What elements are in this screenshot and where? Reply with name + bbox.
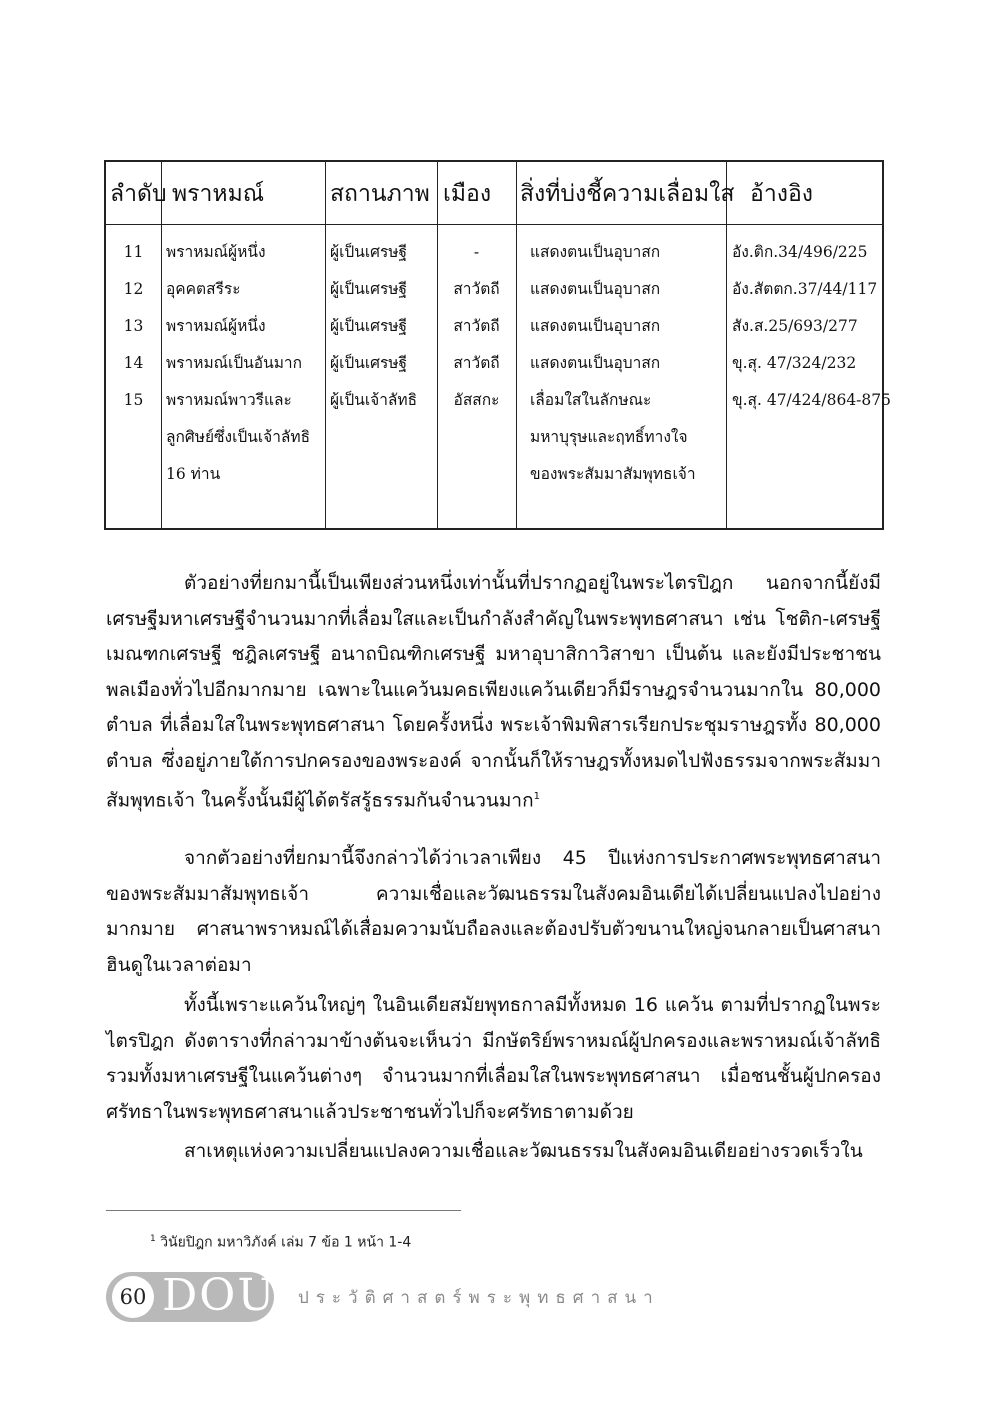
brahmin-name: พราหมณ์ผู้หนึ่ง (166, 243, 266, 261)
row-number: 14 (123, 354, 144, 372)
reference-cell: ขุ.สุ. 47/424/864-875 (732, 391, 891, 409)
city-cell: อัสสกะ (453, 391, 500, 409)
sign-cell: แสดงตนเป็นอุบาสก (530, 354, 661, 372)
header-brahmin: พราหมณ์ (172, 181, 265, 207)
city-cell: - (473, 243, 480, 261)
book-title: ประวัติศาสตร์พระพุทธศาสนา (298, 1288, 660, 1308)
sign-cell: แสดงตนเป็นอุบาสก (530, 317, 661, 335)
brahmin-name: พราหมณ์ผู้หนึ่ง (166, 317, 266, 335)
city-cell: สาวัตถี (453, 317, 500, 335)
footnote-text: วินัยปิฎก มหาวิภังค์ เล่ม 7 ข้อ 1 หน้า 1-4 (160, 1234, 412, 1251)
footnote-marker: 1 (533, 791, 540, 802)
row-number: 11 (123, 243, 144, 261)
sign-cell: แสดงตนเป็นอุบาสก (530, 243, 661, 261)
sign-cell: แสดงตนเป็นอุบาสก (530, 280, 661, 298)
row-number: 12 (123, 280, 144, 298)
status-cell: ผู้เป็นเศรษฐี (330, 243, 408, 261)
footnote (150, 1230, 411, 1252)
body-paragraph-4: สาเหตุแห่งความเปลี่ยนแปลงความเชื่อและวัฒนธรรมในสังคมอินเดียอย่างรวดเร็วใน (184, 1140, 863, 1162)
status-cell: ผู้เป็นเศรษฐี (330, 280, 408, 298)
dou-logo: DOU (162, 1270, 277, 1321)
brahmin-name: อุคคตสรีระ (166, 280, 241, 298)
row-number: 13 (123, 317, 144, 335)
column-divider (325, 162, 326, 528)
footnote-number: 1 (150, 1234, 156, 1244)
page-number: 60 (112, 1276, 154, 1318)
header-city: เมือง (443, 181, 492, 207)
city-cell: สาวัตถี (453, 354, 500, 372)
header-divider (106, 224, 882, 225)
body-paragraph-1: ตัวอย่างที่ยกมานี้เป็นเพียงส่วนหนึ่งเท่านั้นที่ปรากฏอยู่ในพระไตรปิฎก นอกจากนี้ยังมีเศรษฐีมหาเศรษฐีจำนวนมากที่เลื่อมใสและเป็นกำลังสำคัญในพระพุทธศาสนา เช่น โชติก-เศรษฐี เมณฑกเศรษฐี ชฎิลเศรษฐี อนาถบิณฑิกเศรษฐี มหาอุบาสิกาวิสาขา เป็นต้น และยังมีประชาชนพลเมืองทั่วไปอีกมากมาย เฉพาะในแคว้นมคธเพียงแคว้นเดียวก็มีราษฎรจำนวนมากใน 80,000 ตำบล ที่เลื่อมใสในพระพุทธศาสนา โดยครั้งหนึ่ง พระเจ้าพิมพิสารเรียกประชุมราษฎรทั้ง 80,000 ตำบล ซึ่งอยู่ภายใต้การปกครองของพระองค์ จากนั้นก็ให้ราษฎรทั้งหมดไปฟังธรรมจากพระสัมมาสัมพุทธเจ้า ในครั้งนั้นมีผู้ได้ตรัสรู้ธรรมกันจำนวนมาก$^1$ (106, 572, 881, 812)
header-order: ลำดับ (110, 181, 167, 207)
body-paragraph-3: ทั้งนี้เพราะแคว้นใหญ่ๆ ในอินเดียสมัยพุทธกาลมีทั้งหมด 16 แคว้น ตามที่ปรากฏในพระไตรปิฎก ดังตารางที่กล่าวมาข้างต้นจะเห็นว่า มีกษัตริย์พราหมณ์ผู้ปกครองและพราหมณ์เจ้าลัทธิรวมทั้งมหาเศรษฐีในแคว้นต่างๆ จำนวนมากที่เลื่อมใสในพระพุทธศาสนา เมื่อชนชั้นผู้ปกครองศรัทธาในพระพุทธศาสนาแล้วประชาชนทั่วไปก็จะศรัทธาตามด้วย (106, 994, 881, 1123)
header-status: สถานภาพ (330, 181, 430, 207)
reference-cell: สัง.ส.25/693/277 (732, 317, 858, 335)
city-cell: สาวัตถี (453, 280, 500, 298)
header-reference: อ้างอิง (750, 181, 814, 207)
column-divider (516, 162, 517, 528)
body-paragraph-2: จากตัวอย่างที่ยกมานี้จึงกล่าวได้ว่าเวลาเพียง 45 ปีแห่งการประกาศพระพุทธศาสนาของพระสัมมาสัมพุทธเจ้า ความเชื่อและวัฒนธรรมในสังคมอินเดียได้เปลี่ยนแปลงไปอย่างมากมาย ศาสนาพราหมณ์ได้เสื่อมความนับถือลงและต้องปรับตัวขนานใหญ่จนกลายเป็นศาสนาฮินดูในเวลาต่อมา (106, 847, 881, 976)
status-cell: ผู้เป็นเศรษฐี (330, 354, 408, 372)
header-sign: สิ่งที่บ่งชี้ความเลื่อมใส (520, 181, 735, 207)
sign-cell: เลื่อมใสในลักษณะ มหาบุรุษและฤทธิ์ทางใจ ของพระสัมมาสัมพุทธเจ้า (530, 391, 696, 483)
status-cell: ผู้เป็นเจ้าลัทธิ (330, 391, 418, 409)
brahmin-name: พราหมณ์เป็นอันมาก (166, 354, 303, 372)
column-divider (726, 162, 727, 528)
brahmin-name: พราหมณ์พาวรีและ ลูกศิษย์ซึ่งเป็นเจ้าลัทธิ 16 ท่าน (166, 391, 311, 483)
brahmin-table (104, 160, 891, 530)
column-divider (161, 162, 162, 528)
reference-cell: ขุ.สุ. 47/324/232 (732, 354, 857, 372)
row-number: 15 (123, 391, 144, 409)
footnote-divider (106, 1210, 461, 1211)
reference-cell: อัง.ติก.34/496/225 (732, 243, 868, 261)
status-cell: ผู้เป็นเศรษฐี (330, 317, 408, 335)
reference-cell: อัง.สัตตก.37/44/117 (732, 280, 878, 298)
